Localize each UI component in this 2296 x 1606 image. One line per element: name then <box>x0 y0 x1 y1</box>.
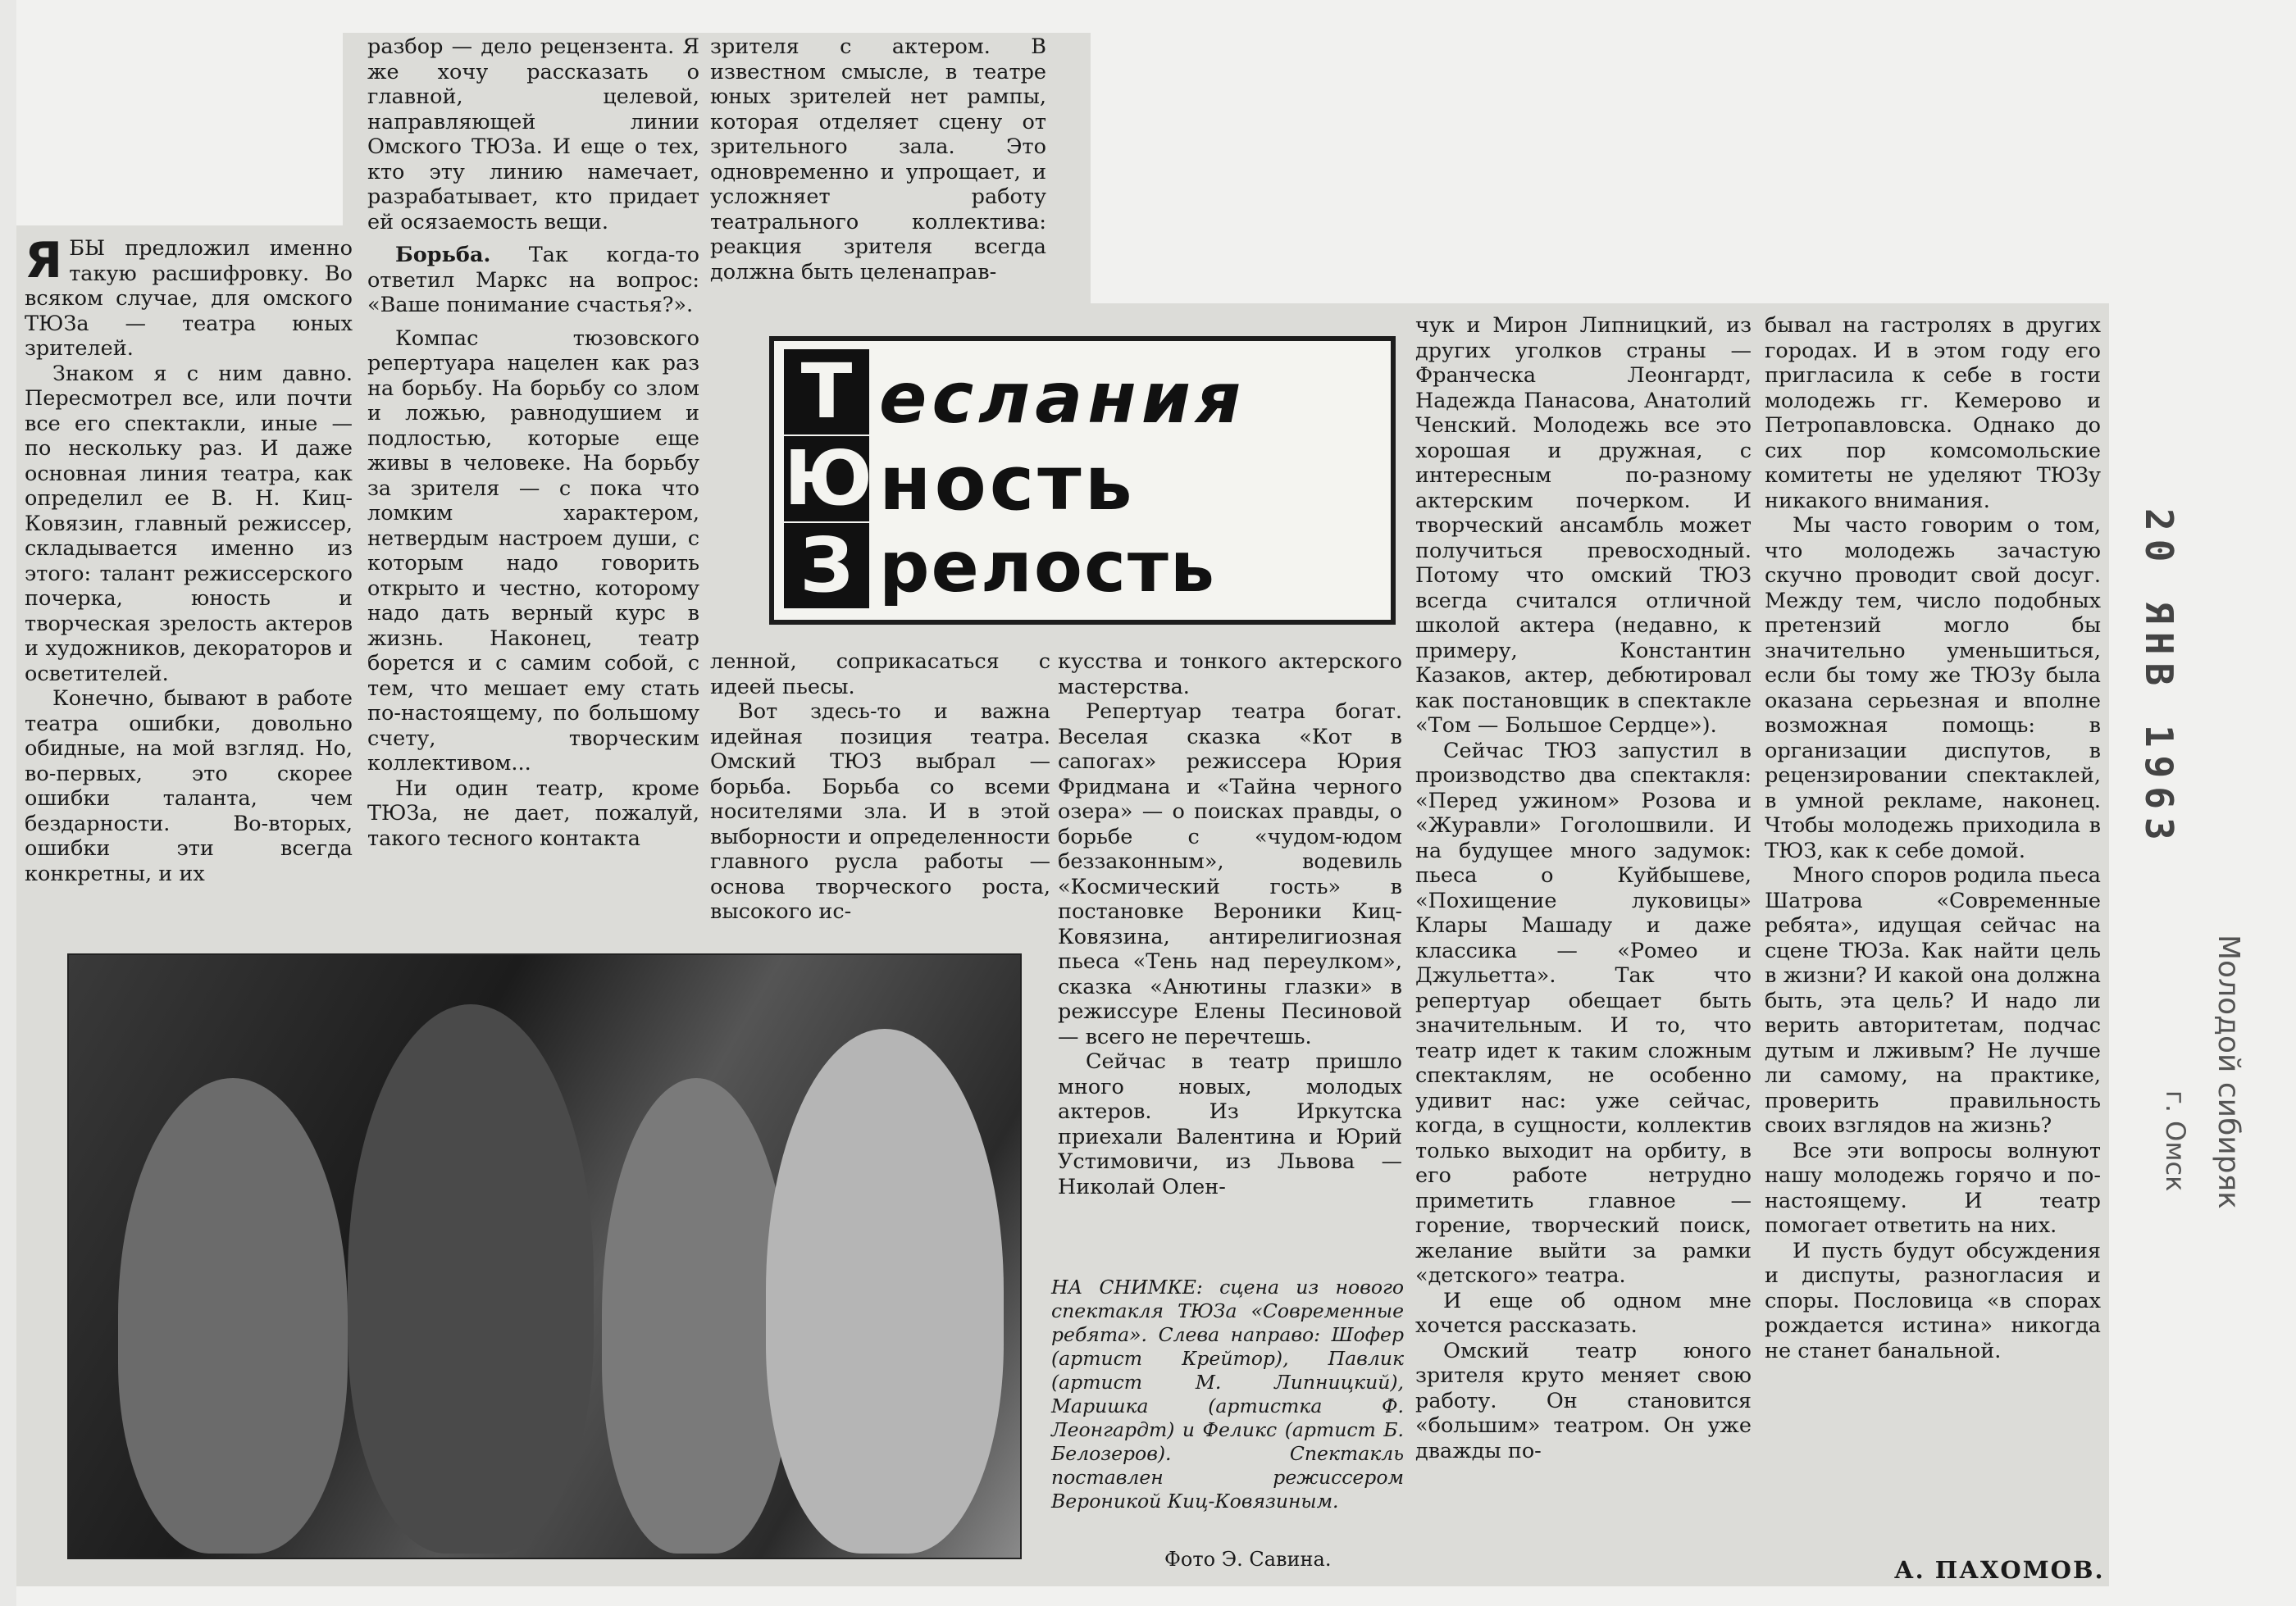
scan-margin <box>0 0 16 1606</box>
article-column-4 <box>1058 649 1402 1256</box>
paragraph: разбор — дело рецензента. Я же хочу рассказать о главной, целевой, направляющей линии Омского ТЮЗа. И еще о тех, кто эту линию намечает, разрабатывает, кто придает ей осязаемость вещи. <box>367 34 699 234</box>
paragraph: Репертуар театра богат. Веселая сказка «Кот в сапогах» режиссера Юрия Фридмана и «Тайна черного озера» — о поисках правды, о борьбе с «чудом-юдом беззаконным», водевиль «Космический гость» в постановке Вероники Киц-Ковязина, антирелигиозная пьеса «Тень над переулком», сказка «Анютины глазки» в режиссуре Елены Песиновой — всего не перечтешь. <box>1058 699 1402 1049</box>
source-newspaper-note: Молодой сибиряк <box>2212 935 2245 1209</box>
article-column-3-bottom <box>710 649 1050 928</box>
paragraph: зрителя с актером. В известном смысле, в театре юных зрителей нет рампы, которая отделяет сцену от зрительного зала. Это одновременно и упрощает, и усложняет работу театрального коллектива: реакция зрителя всегда должна быть целенаправ- <box>710 34 1046 284</box>
source-city-note: г. Омск <box>2160 1090 2191 1192</box>
photo-caption: НА СНИМКЕ: сцена из нового спектакля ТЮЗа «Современные ребята». Слева направо: Шофер (артист Крейтор), Павлик (артист М. Липницкий), Маришка (артистка Ф. Леонгардт) и Феликс (артист Б. Белозеров). Спектакль поставлен режиссером Вероникой Киц-Ковязиным. <box>1051 1276 1404 1513</box>
paragraph: БЫ предложил именно такую расшифровку. Во всяком случае, для омского ТЮЗа — театра юных зрителей. <box>25 236 353 361</box>
paragraph: Вот здесь-то и важна идейная позиция театра. Омский ТЮЗ выбрал — борьба. Борьба со всеми носителями зла. И в этой выборности и определенности главного русла работы — основа творческого роста, высокого ис- <box>710 699 1050 924</box>
article-column-5 <box>1415 313 1752 1576</box>
photo-credit: Фото Э. Савина. <box>1164 1548 1332 1571</box>
paragraph: чук и Мирон Липницкий, из других уголков страны — Франческа Леонгардт, Надежда Панасова, Анатолий Ченский. Молодежь все это хорошая и дружная, с интересным по-разному актерским почерком. И творческий ансамбль может получиться превосходный. Потому что омский ТЮЗ всегда считался отличной школой актера (недавно, к примеру, Константин Казаков, актер, дебютировал как постановщик в спектакле «Том — Большое Сердце»). <box>1415 313 1752 738</box>
author-signature: А. ПАХОМОВ. <box>1894 1556 2105 1584</box>
photo-figure-2 <box>348 1004 594 1554</box>
headline-letter-yu: Ю <box>784 434 872 522</box>
date-stamp: 20 ЯНВ 1963 <box>2137 508 2181 848</box>
paragraph: Знаком я с ним давно. Пересмотрел все, или почти все его спектакли, иные — по нескольку раз. И даже основная линия театра, как определил ее В. Н. Киц-Ковязин, главный режиссер, складывается именно из этого: талант режиссерского почерка, юность и творческая зрелость актеров и художников, декораторов и осветителей. <box>25 361 353 686</box>
paragraph: бывал на гастролях в других городах. И в этом году его пригласила к себе в гости молодежь гг. Кемерово и Петропавловска. Однако до сих пор комсомольские комитеты не уделяют ТЮЗу никакого внимания. <box>1765 313 2101 513</box>
bold-lead: Борьба. <box>395 243 491 267</box>
headline-letter-t: Т <box>784 349 869 434</box>
paragraph: Мы часто говорим о том, что молодежь зачастую скучно проводит свой досуг. Между тем, число подобных претензий могло бы значительно уменьшиться, если бы тому же ТЮЗу была оказана серьезная и вполне возможная помощь: в организации диспутов, в рецензировании спектаклей, в умной рекламе, наконец. Чтобы молодежь приходила в ТЮЗ, как к себе домой. <box>1765 513 2101 863</box>
article-column-2 <box>367 34 699 928</box>
paragraph: Сейчас в театр пришло много новых, молодых актеров. Из Иркутска приехали Валентина и Юрий Устимовичи, из Львова — Николай Олен- <box>1058 1049 1402 1199</box>
paragraph: И пусть будут обсуждения и диспуты, разногласия и споры. Пословица «в спорах рождается истина» никогда не станет банальной. <box>1765 1238 2101 1363</box>
headline-word-2: ность <box>879 439 1136 527</box>
article-column-3-top <box>710 34 1046 313</box>
photo-figure-4 <box>766 1029 1004 1554</box>
article-photo <box>67 953 1022 1559</box>
headline-word-3: релость <box>879 526 1217 608</box>
paragraph: ленной, соприкасаться с идеей пьесы. <box>710 649 1050 699</box>
paragraph: Компас тюзовского репертуара нацелен как раз на борьбу. На борьбу со злом и ложью, равнодушием и подлостью, которые еще живы в человеке. На борьбу за зрителя — с пока что ломким характером, нетвердым настроем души, с которым надо говорить открыто и честно, которому надо дать верный курс в жизнь. Наконец, театр борется и с самим собой, с тем, что мешает ему стать по-настоящему, по большому счету, творческим коллективом... <box>367 325 699 776</box>
headline-word-1: еслания <box>879 357 1246 439</box>
paragraph: Сейчас ТЮЗ запустил в производство два спектакля: «Перед ужином» Розова и «Журавли» Гоголошвили. И на будущее много задумок: пьеса о Куйбышеве, «Похищение луковицы» Клары Машаду и даже классика — «Ромео и Джульетта». Так что репертуар обещает быть значительным. И то, что театр идет к таким сложным спектаклям, не особенно удивит нас: уже сейчас, когда, в сущности, коллектив только выходит на орбиту, в его работе нетрудно приметить главное — горение, творческий поиск, желание выйти за рамки «детского» театра. <box>1415 738 1752 1288</box>
drop-cap: Я <box>25 236 63 289</box>
paragraph: Все эти вопросы волнуют нашу молодежь горячо и по-настоящему. И театр помогает ответить на них. <box>1765 1138 2101 1238</box>
photo-figure-3 <box>602 1078 790 1554</box>
paragraph: И еще об одном мне хочется рассказать. <box>1415 1288 1752 1338</box>
headline-letter-z: З <box>784 523 869 608</box>
headline-box <box>769 336 1396 625</box>
paragraph: Омский театр юного зрителя круто меняет свою работу. Он становится «большим» театром. Он уже дважды по- <box>1415 1338 1752 1463</box>
paragraph: Много споров родила пьеса Шатрова «Современные ребята», идущая сейчас на сцене ТЮЗа. Как найти цель в жизни? И какой она должна быть, эта цель? И надо ли верить авторитетам, подчас дутым и лживым? Не лучше ли самому, на практике, проверить правильность своих взглядов на жизнь? <box>1765 863 2101 1138</box>
headline-tyuz-stack <box>784 349 876 608</box>
photo-figure-1 <box>118 1078 348 1554</box>
article-column-1 <box>25 236 353 925</box>
article-column-6 <box>1765 313 2101 1543</box>
paragraph: кусства и тонкого актерского мастерства. <box>1058 649 1402 699</box>
paragraph-borba <box>367 243 699 318</box>
paragraph: Ни один театр, кроме ТЮЗа, не дает, пожалуй, такого тесного контакта <box>367 776 699 851</box>
paragraph-rest: Так когда-то ответил Маркс на вопрос: «Ваше понимание счастья?». <box>367 243 699 317</box>
paragraph: Конечно, бывают в работе театра ошибки, довольно обидные, на мой взгляд. Но, во-первых, это скорее ошибки таланта, чем бездарности. Во-вторых, ошибки эти всегда конкретны, и их <box>25 686 353 886</box>
